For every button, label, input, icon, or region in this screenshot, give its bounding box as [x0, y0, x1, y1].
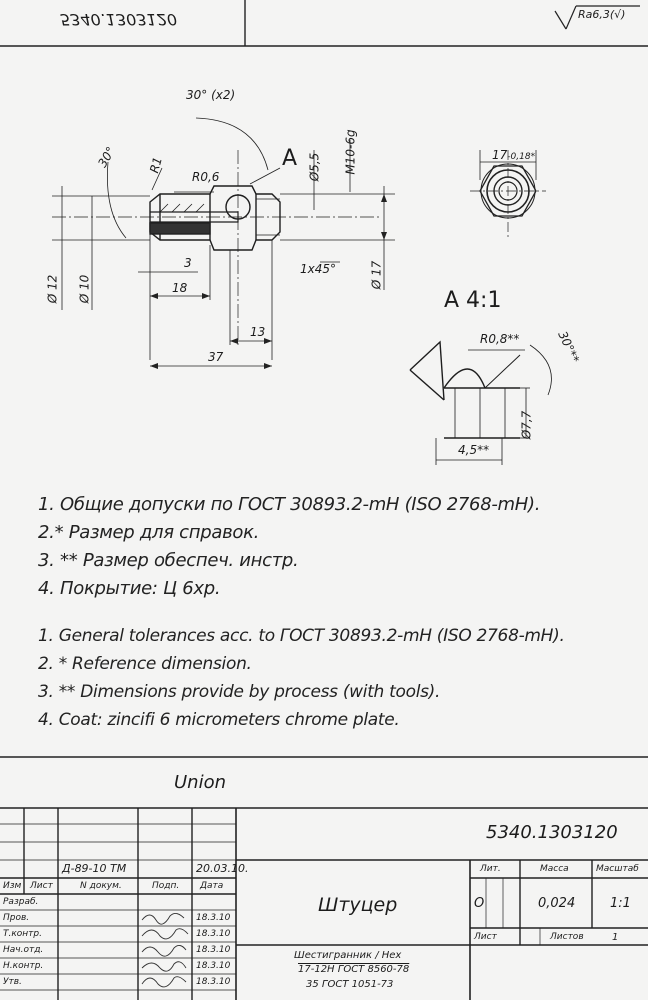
scale-value: 1:1	[610, 896, 631, 911]
col-izm: Изм	[3, 881, 22, 891]
r06-label: R0,6	[192, 170, 220, 184]
m10-label: M10-6g	[343, 129, 358, 175]
note-en-3: 3. ** Dimensions provide by process (with tools).	[38, 682, 441, 702]
mass-value: 0,024	[538, 896, 576, 911]
title-name-en: Union	[174, 772, 227, 793]
d3-label: 3	[184, 256, 192, 270]
role-date-4: 18.3.10	[196, 961, 231, 971]
role-norm-control: Н.контр.	[3, 961, 44, 971]
d17-label: Ø 17	[369, 260, 384, 290]
mass-label: Масса	[540, 864, 569, 874]
hex-size-tol: -0,18	[507, 152, 531, 162]
note-en-1: 1. General tolerances acc. to ГОСТ 30893.2-mH (ISO 2768-mH).	[38, 626, 565, 646]
material-line-1: Шестигранник / Hex	[294, 950, 402, 961]
role-developer: Разраб.	[3, 897, 39, 907]
role-approved: Утв.	[3, 977, 22, 987]
sheet-label: Лист	[474, 932, 497, 942]
d37-label: 37	[208, 350, 224, 364]
detail-a-title: A 4:1	[444, 288, 502, 313]
note-ru-4: 4. Покрытие: Ц 6хр.	[38, 578, 221, 599]
col-list: Лист	[30, 881, 53, 891]
angle-30x2-label: 30° (x2)	[186, 88, 236, 102]
d55-label: Ø5,5	[307, 152, 322, 182]
col-sign: Подп.	[152, 881, 180, 891]
sheets-label: Листов	[550, 932, 584, 942]
d13-label: 13	[250, 325, 266, 339]
col-date: Дата	[200, 881, 224, 891]
handwritten-doc-no: Д-89-10 ТМ	[62, 862, 127, 875]
sheets-value: 1	[612, 932, 619, 943]
col-doc-no: N докум.	[80, 881, 122, 891]
angle-30-label: 30°	[95, 144, 119, 170]
role-checker: Пров.	[3, 913, 30, 923]
lit-label: Лит.	[480, 864, 501, 874]
d10-label: Ø 10	[77, 274, 92, 304]
role-tech-control: Т.контр.	[3, 929, 43, 939]
role-date-2: 18.3.10	[196, 929, 231, 939]
d77-label: Ø7,7	[519, 410, 534, 440]
role-date-5: 18.3.10	[196, 977, 231, 987]
roughness-label: Ra6,3(√)	[578, 8, 626, 21]
d12-label: Ø 12	[45, 274, 60, 304]
chamfer-label: 1x45°	[300, 262, 337, 276]
material-line-2: 17-12H ГОСТ 8560-78	[298, 964, 410, 975]
title-name-ru: Штуцер	[318, 894, 398, 916]
r1-label: R1	[147, 155, 165, 175]
hex-size-value: 17	[492, 148, 508, 162]
d45-label: 4,5**	[458, 443, 490, 457]
note-ru-3: 3. ** Размер обеспеч. инстр.	[38, 550, 299, 571]
note-ru-1: 1. Общие допуски по ГОСТ 30893.2-mH (ISO 2768-mH).	[38, 494, 541, 515]
note-en-2: 2. * Reference dimension.	[38, 654, 252, 674]
detail-angle-label: 30°**	[555, 328, 583, 366]
d18-label: 18	[172, 281, 188, 295]
mirrored-code: 5340.1303120	[60, 10, 178, 29]
role-dept-head: Нач.отд.	[3, 945, 44, 955]
scale-label: Масштаб	[596, 864, 639, 874]
section-a-label: A	[282, 146, 298, 171]
title-code: 5340.1303120	[486, 822, 618, 843]
material-line-3: 35 ГОСТ 1051-73	[306, 979, 394, 990]
role-date-1: 18.3.10	[196, 913, 231, 923]
role-date-3: 18.3.10	[196, 945, 231, 955]
note-ru-2: 2.* Размер для справок.	[38, 522, 260, 543]
r08-label: R0,8**	[480, 332, 520, 346]
handwritten-date: 20.03.10.	[196, 862, 249, 875]
hex-size-star: *	[530, 152, 536, 162]
lit-value: О	[474, 896, 485, 911]
note-en-4: 4. Coat: zincifi 6 micrometers chrome plate.	[38, 710, 400, 730]
